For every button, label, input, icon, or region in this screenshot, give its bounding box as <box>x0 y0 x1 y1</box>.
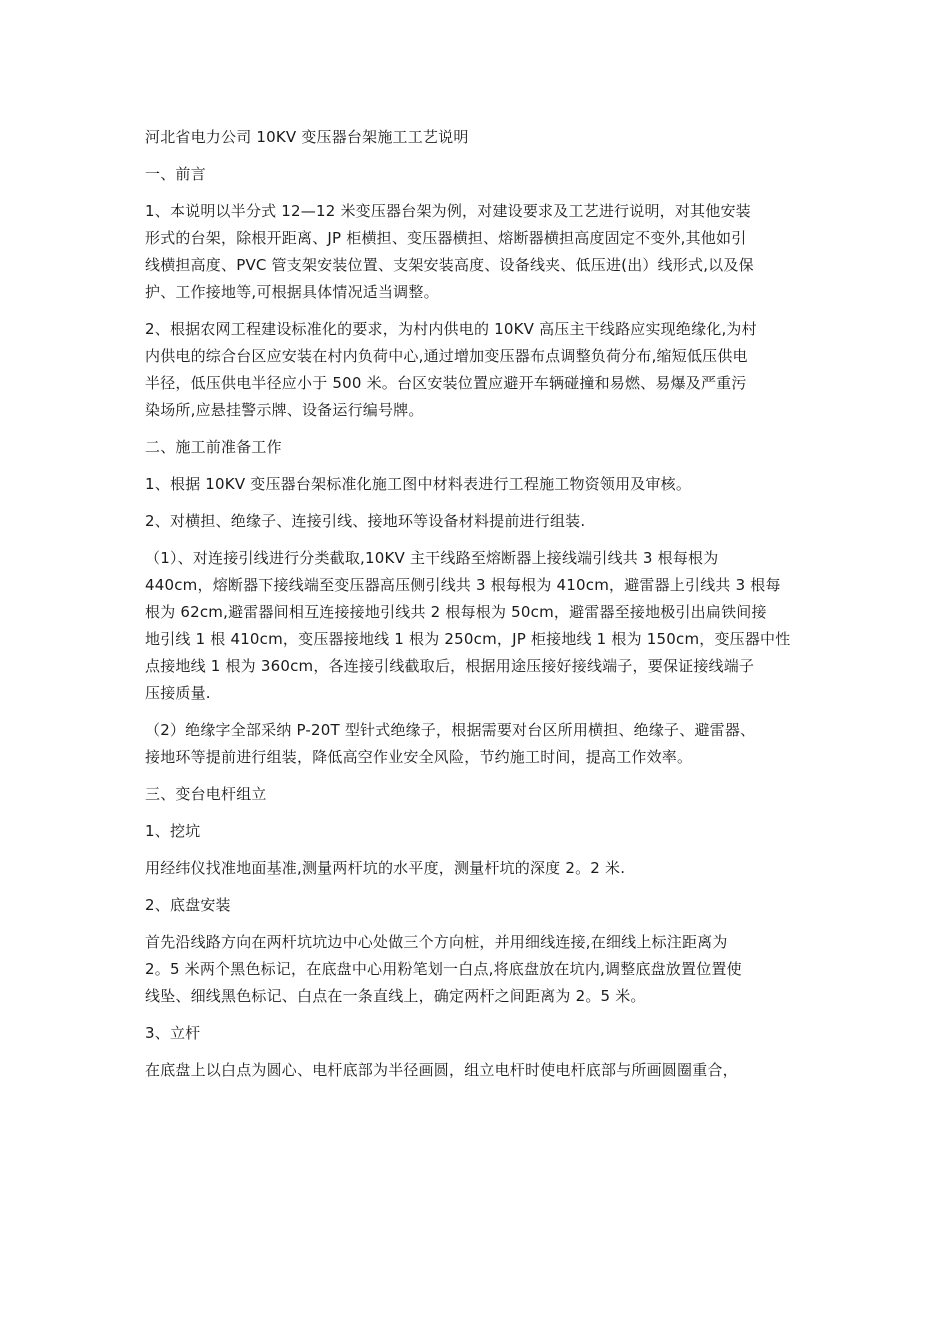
paragraph-line: 3、立杆 <box>145 1024 201 1042</box>
paragraph-line: （2）绝缘字全部采纳 P-20T 型针式绝缘子，根据需要对台区所用横担、绝缘子、避雷器、 <box>145 721 756 739</box>
subheading-digging <box>145 818 810 845</box>
document-title: 河北省电力公司 10KV 变压器台架施工工艺说明 <box>145 128 469 146</box>
paragraph-line: 在底盘上以白点为圆心、电杆底部为半径画圆，组立电杆时使电杆底部与所画圆圈重合， <box>145 1061 738 1079</box>
paragraph-digging <box>145 855 810 882</box>
paragraph-line: （1）、对连接引线进行分类截取,10KV 主干线路至熔断器上接线端引线共 3 根每根为 <box>145 549 719 567</box>
section-heading-pole-erection: 三、变台电杆组立 <box>145 785 267 803</box>
paragraph-line: 护、工作接地等,可根据具体情况适当调整。 <box>145 283 439 301</box>
paragraph-line: 用经纬仪找准地面基准,测量两杆坑的水平度，测量杆坑的深度 2。2 米. <box>145 859 626 877</box>
paragraph-line: 1、挖坑 <box>145 822 201 840</box>
paragraph-line: 根为 62cm,避雷器间相互连接接地引线共 2 根每根为 50cm，避雷器至接地极引出扁铁间接 <box>145 603 767 621</box>
paragraph-line: 1、根据 10KV 变压器台架标准化施工图中材料表进行工程施工物资领用及审核。 <box>145 475 692 493</box>
paragraph-line: 接地环等提前进行组装，降低高空作业安全风险，节约施工时间，提高工作效率。 <box>145 748 693 766</box>
document-body <box>145 124 810 1094</box>
paragraph-line: 2、根据农网工程建设标准化的要求，为村内供电的 10KV 高压主干线路应实现绝缘化,为村 <box>145 320 757 338</box>
paragraph-preparation-2 <box>145 508 810 535</box>
paragraph-line: 2、对横担、绝缘子、连接引线、接地环等设备材料提前进行组装. <box>145 512 586 530</box>
paragraph-line: 线横担高度、PVC 管支架安装位置、支架安装高度、设备线夹、低压进(出）线形式,以及保 <box>145 256 754 274</box>
subheading-base-plate <box>145 892 810 919</box>
paragraph-preparation-3 <box>145 545 810 707</box>
paragraph-line: 压接质量. <box>145 684 211 702</box>
paragraph-line: 染场所,应悬挂警示牌、设备运行编号牌。 <box>145 401 424 419</box>
paragraph-preparation-4 <box>145 717 810 771</box>
paragraph-preface-1 <box>145 198 810 306</box>
paragraph-line: 地引线 1 根 410cm，变压器接地线 1 根为 250cm，JP 柜接地线 1 根为 150cm，变压器中性 <box>145 630 791 648</box>
section-heading-preparation: 二、施工前准备工作 <box>145 438 282 456</box>
paragraph-line: 形式的台架，除根开距离、JP 柜横担、变压器横担、熔断器横担高度固定不变外,其他如引 <box>145 229 747 247</box>
subheading-pole-raising <box>145 1020 810 1047</box>
paragraph-preparation-1 <box>145 471 810 498</box>
section-heading-preface: 一、前言 <box>145 165 206 183</box>
paragraph-line: 2。5 米两个黑色标记，在底盘中心用粉笔划一白点,将底盘放在坑内,调整底盘放置位置使 <box>145 960 742 978</box>
paragraph-line: 半径，低压供电半径应小于 500 米。台区安装位置应避开车辆碰撞和易燃、易爆及严重污 <box>145 374 747 392</box>
paragraph-pole-raising <box>145 1057 810 1084</box>
paragraph-line: 内供电的综合台区应安装在村内负荷中心,通过增加变压器布点调整负荷分布,缩短低压供电 <box>145 347 748 365</box>
paragraph-preface-2 <box>145 316 810 424</box>
paragraph-line: 1、本说明以半分式 12—12 米变压器台架为例，对建设要求及工艺进行说明，对其他安装 <box>145 202 751 220</box>
paragraph-base-plate <box>145 929 810 1010</box>
paragraph-line: 首先沿线路方向在两杆坑坑边中心处做三个方向桩，并用细线连接,在细线上标注距离为 <box>145 933 728 951</box>
paragraph-line: 点接地线 1 根为 360cm，各连接引线截取后，根据用途压接好接线端子，要保证接线端子 <box>145 657 755 675</box>
paragraph-line: 440cm，熔断器下接线端至变压器高压侧引线共 3 根每根为 410cm，避雷器上引线共 3 根每 <box>145 576 781 594</box>
paragraph-line: 线坠、细线黑色标记、白点在一条直线上，确定两杆之间距离为 2。5 米。 <box>145 987 646 1005</box>
paragraph-line: 2、底盘安装 <box>145 896 231 914</box>
